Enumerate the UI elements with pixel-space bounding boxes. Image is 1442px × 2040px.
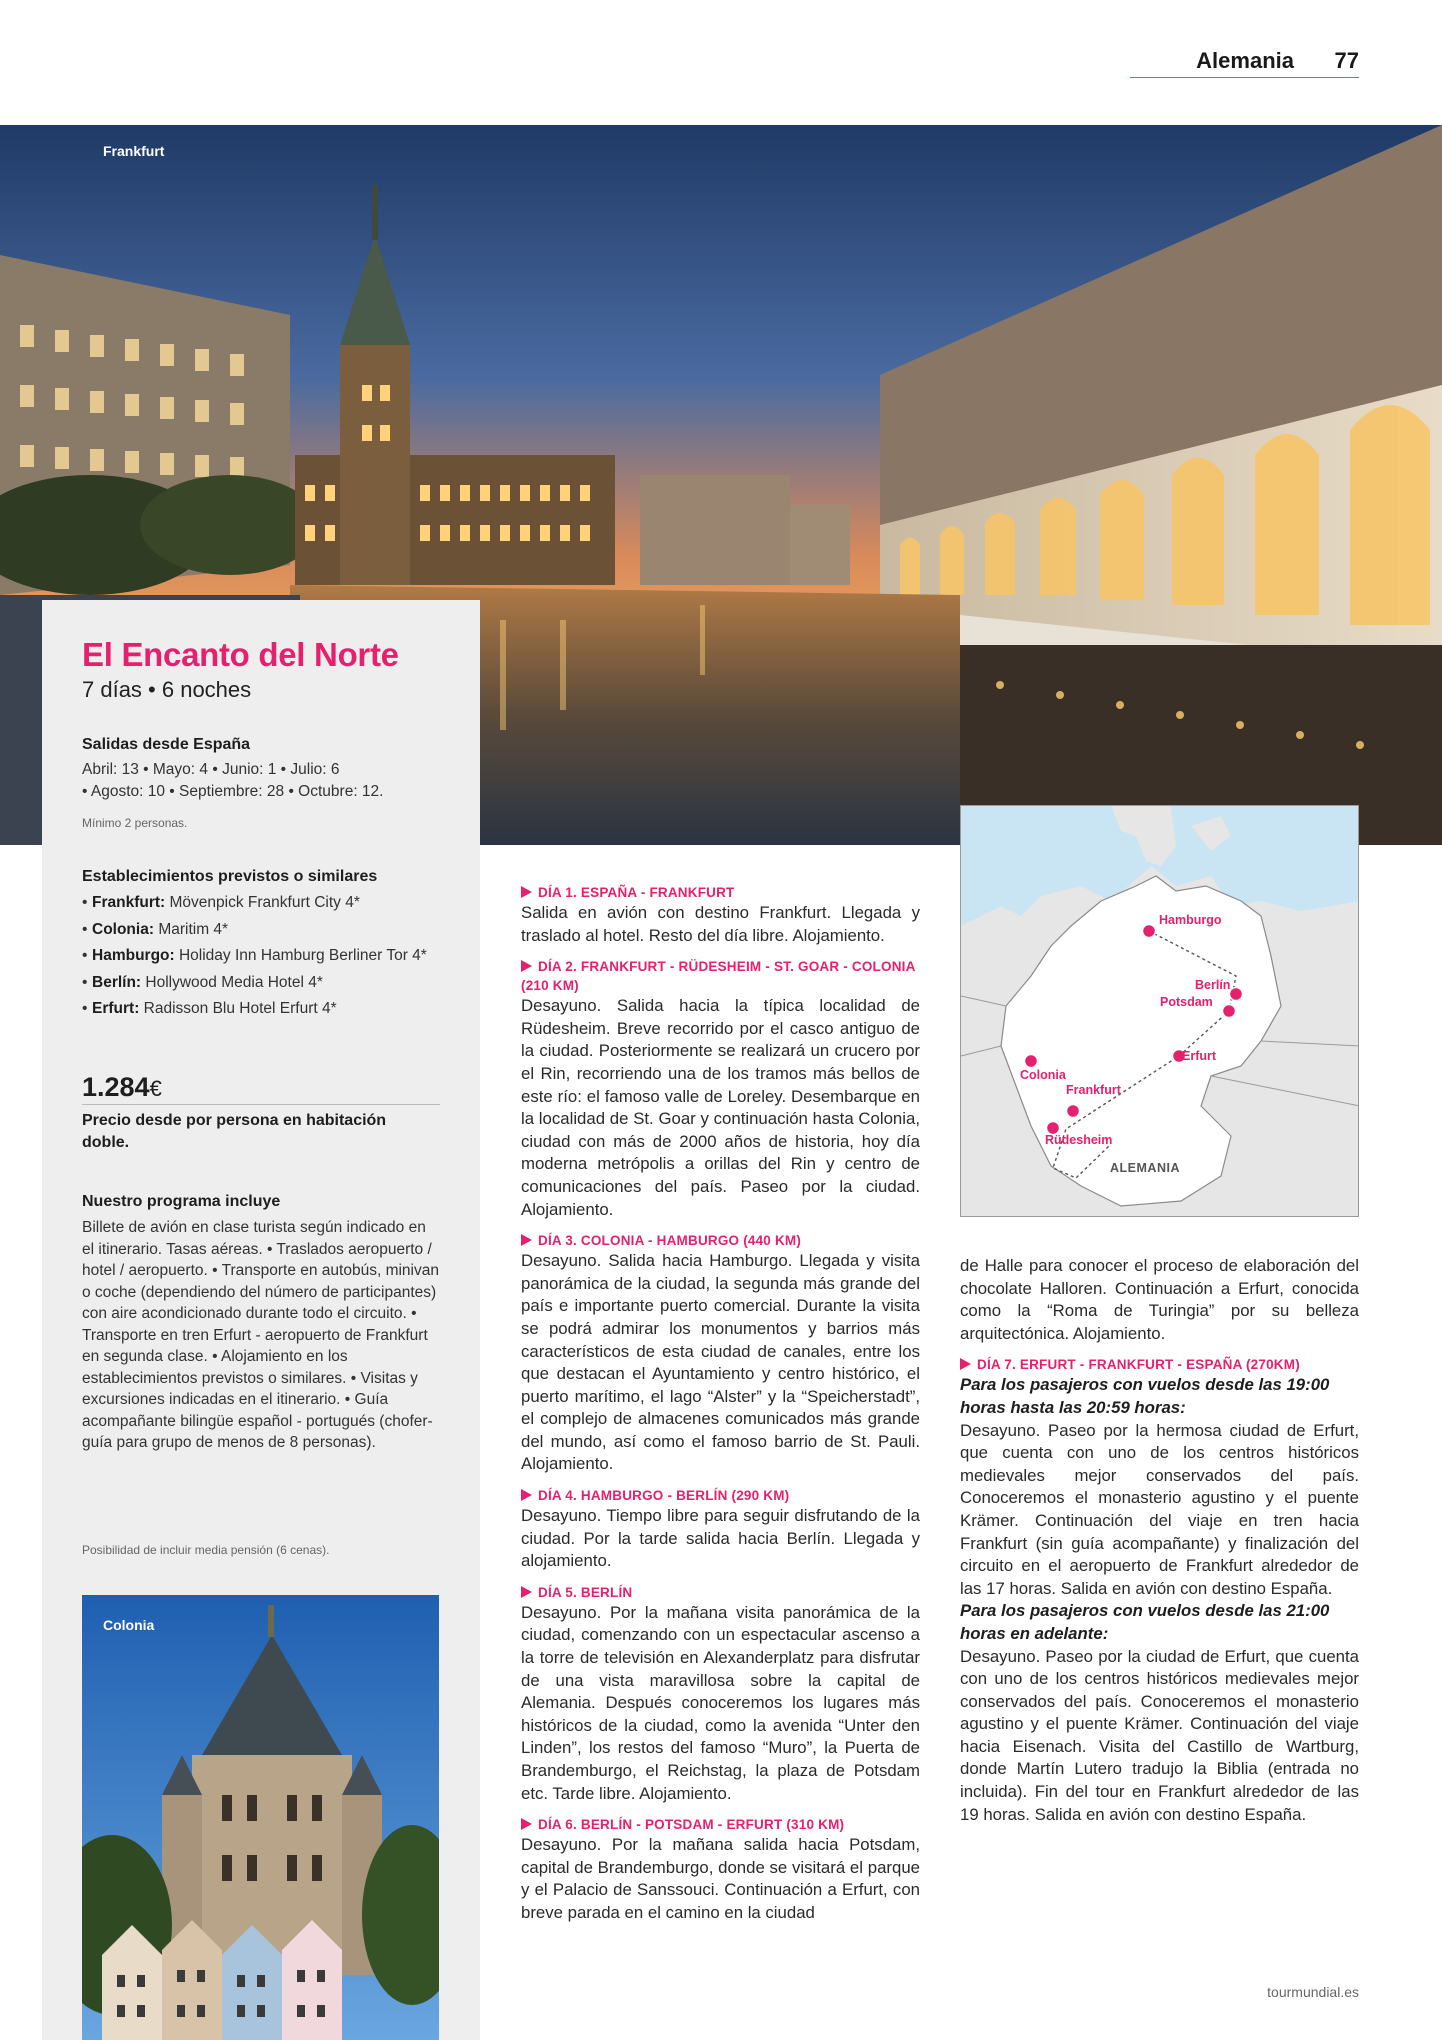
- arrow-right-icon: [521, 1586, 532, 1598]
- itinerary-column-2: [960, 1255, 1359, 1826]
- day-text: Desayuno. Por la mañana visita panorámica de la ciudad, comenzando con un espectacular ascenso a la torre de televisión en Alexanderplatz para disfrutar de una vista maravillosa sobre la capital de Alemania. Después conoceremos los lugares más históricos de la ciudad, como la avenida “Unter den Linden”, los restos del famoso “Muro”, la Puerta de Brandemburgo, el Reichstag, la plaza de Potsdam etc. Tarde libre. Alojamiento.: [521, 1602, 920, 1803]
- day-text: Desayuno. Salida hacia la típica localidad de Rüdesheim. Breve recorrido por el casco antiguo de la ciudad. Posteriormente se realizará un crucero por el Rin, recorriendo una de los tramos más bellos de este río: el famoso valle de Loreley. Desembarque en la localidad de St. Goar y continuación hasta Colonia, ciudad con más de 2000 años de historia, hoy día moderna metrópolis a orillas del Rin y centro de comunicaciones del país. Paseo por la ciudad. Alojamiento.: [521, 996, 920, 1219]
- half-board-note: Posibilidad de incluir media pensión (6 cenas).: [82, 1543, 330, 1557]
- hero-caption: Frankfurt: [103, 143, 165, 159]
- price-currency: €: [149, 1076, 162, 1101]
- hotel-city: Berlín:: [92, 973, 142, 991]
- cologne-illustration: [82, 1595, 439, 2040]
- hotel-name: Maritim 4*: [158, 920, 229, 938]
- arrow-right-icon: [521, 886, 532, 898]
- tour-title: El Encanto del Norte: [82, 636, 399, 673]
- hotel-city: Frankfurt:: [92, 894, 166, 911]
- hotel-city: Erfurt:: [92, 1000, 140, 1017]
- price: [82, 1072, 162, 1103]
- cologne-photo: [82, 1595, 439, 2040]
- day-text: de Halle para conocer el proceso de elaboración del chocolate Halloren. Continuación a Erfurt, conocida como la “Roma de Turingia” por su belleza arquitectónica. Alojamiento.: [960, 1256, 1359, 1343]
- hotel-name: Radisson Blu Hotel Erfurt 4*: [143, 1000, 337, 1017]
- page-number: 77: [1334, 48, 1359, 73]
- arrow-right-icon: [521, 1489, 532, 1501]
- hotel-item: [82, 892, 442, 914]
- map-label-rudesheim: Rüdesheim: [1045, 1133, 1113, 1147]
- day-heading: DÍA 7. ERFURT - FRANKFURT - ESPAÑA (270KM): [960, 1355, 1359, 1374]
- departures-line: Abril: 13 • Mayo: 4 • Junio: 1 • Julio: 6: [82, 761, 340, 778]
- hotel-item: [82, 919, 442, 941]
- day-text: Desayuno. Tiempo libre para seguir disfrutando de la ciudad. Por la tarde salida hacia Berlín. Llegada y alojamiento.: [521, 1506, 920, 1571]
- minimum-note: Mínimo 2 personas.: [82, 816, 188, 830]
- hotel-city: Hamburgo:: [92, 947, 175, 964]
- flight-note: Para los pasajeros con vuelos desde las 21:00 horas en adelante:: [960, 1601, 1330, 1643]
- map-country-label: ALEMANIA: [1110, 1161, 1180, 1175]
- header-rule: [1130, 77, 1359, 78]
- day-text: Desayuno. Salida hacia Hamburgo. Llegada y visita panorámica de la ciudad, la segunda más grande del país e importante puerto comercial. Durante la visita se podrá admirar los monumentos y barrios más característicos de esta ciudad de canales, entre los que destacan el Ayuntamiento y centro histórico, el puerto marítimo, el lago “Alster” y la “Speicherstadt”, el complejo de almacenes comunicados más grande del mundo, así como el famoso barrio de St. Pauli. Alojamiento.: [521, 1251, 920, 1474]
- hotel-item: [82, 998, 442, 1020]
- price-rule: [82, 1104, 440, 1105]
- departures-line: • Agosto: 10 • Septiembre: 28 • Octubre: 12.: [82, 782, 384, 800]
- map-label-hamburgo: Hamburgo: [1159, 913, 1222, 927]
- hotel-name: Hollywood Media Hotel 4*: [145, 973, 323, 991]
- hotel-city: Colonia:: [92, 920, 154, 938]
- day-text: Salida en avión con destino Frankfurt. Llegada y traslado al hotel. Resto del día libre. Alojamiento.: [521, 903, 920, 945]
- map-illustration: [961, 806, 1359, 1217]
- day-heading: DÍA 6. BERLÍN - POTSDAM - ERFURT (310 KM): [521, 1815, 920, 1834]
- departures-label: Salidas desde España: [82, 736, 251, 753]
- hotel-name: Mövenpick Frankfurt City 4*: [169, 894, 360, 911]
- departures-dates: [82, 759, 442, 802]
- route-map: [960, 805, 1359, 1217]
- includes-text: Billete de avión en clase turista según indicado en el itinerario. Tasas aéreas. • Traslados aeropuerto / hotel / aeropuerto. • Transporte en autobús, minivan o coche (dependiendo del número de participantes) con aire acondicionado durante todo el circuito. • Transporte en tren Erfurt - aeropuerto de Frankfurt en segunda clase. • Alojamiento en los establecimientos previstos o similares. • Visitas y excursiones indicadas en el itinerario. • Guía acompañante bilingüe español - portugués (chofer-guía para grupo de menos de 8 personas).: [82, 1219, 439, 1451]
- arrow-right-icon: [521, 960, 532, 972]
- hotel-item: [82, 972, 442, 994]
- arrow-right-icon: [960, 1358, 971, 1370]
- day-heading: DÍA 3. COLONIA - HAMBURGO (440 KM): [521, 1231, 920, 1250]
- map-label-berlin: Berlín: [1195, 978, 1231, 992]
- day-heading: DÍA 1. ESPAÑA - FRANKFURT: [521, 883, 920, 902]
- hotel-item: [82, 945, 442, 967]
- hotels-label: Establecimientos previstos o similares: [82, 868, 378, 885]
- arrow-right-icon: [521, 1234, 532, 1246]
- map-label-erfurt: Erfurt: [1182, 1049, 1217, 1063]
- day-text: Desayuno. Paseo por la ciudad de Erfurt, que cuenta con uno de los centros históricos medievales mejor conservados del país. Conoceremos el monasterio agustino y el puente Krämer. Continuación del viaje hacia Eisenach. Visita del Castillo de Wartburg, donde Martín Lutero tradujo la Biblia (entrada no incluida). Fin del tour en Frankfurt alrededor de las 19 horas. Salida en avión con destino España.: [960, 1646, 1359, 1824]
- cologne-caption: Colonia: [103, 1617, 155, 1633]
- map-label-colonia: Colonia: [1020, 1068, 1066, 1082]
- day-heading: DÍA 5. BERLÍN: [521, 1583, 920, 1602]
- flight-note: Para los pasajeros con vuelos desde las 19:00 horas hasta las 20:59 horas:: [960, 1375, 1330, 1417]
- day-text: Desayuno. Paseo por la hermosa ciudad de Erfurt, que cuenta con uno de los centros históricos medievales mejor conservados del país. Conoceremos el monasterio agustino y el puente Krämer. Continuación del viaje en tren hacia Frankfurt (sin guía acompañante) y finalización del circuito en el aeropuerto de Frankfurt alrededor de las 17 horas. Salida en avión con destino España.: [960, 1420, 1359, 1598]
- page-header: [0, 0, 1442, 80]
- hotel-name: Holiday Inn Hamburg Berliner Tor 4*: [178, 947, 427, 964]
- price-amount: 1.284: [82, 1072, 150, 1102]
- price-description: Precio desde por persona en habitación doble.: [82, 1112, 387, 1151]
- hotels-list: [82, 892, 442, 1025]
- map-label-frankfurt: Frankfurt: [1066, 1083, 1121, 1097]
- day-text: Desayuno. Por la mañana salida hacia Potsdam, capital de Brandemburgo, donde se visitará el parque y el Palacio de Sanssouci. Continuación a Erfurt, con breve parada en el camino en la ciudad: [521, 1835, 920, 1922]
- tour-duration: 7 días • 6 noches: [82, 677, 252, 702]
- day-heading: DÍA 4. HAMBURGO - BERLÍN (290 KM): [521, 1486, 920, 1505]
- day-heading: DÍA 2. FRANKFURT - RÜDESHEIM - ST. GOAR - COLONIA (210 KM): [521, 959, 916, 994]
- map-label-potsdam: Potsdam: [1160, 995, 1213, 1009]
- arrow-right-icon: [521, 1818, 532, 1830]
- itinerary-column-1: [521, 883, 920, 1925]
- section-title: Alemania: [1196, 48, 1294, 73]
- footer-site: tourmundial.es: [1267, 1984, 1359, 2000]
- includes-label: Nuestro programa incluye: [82, 1193, 281, 1210]
